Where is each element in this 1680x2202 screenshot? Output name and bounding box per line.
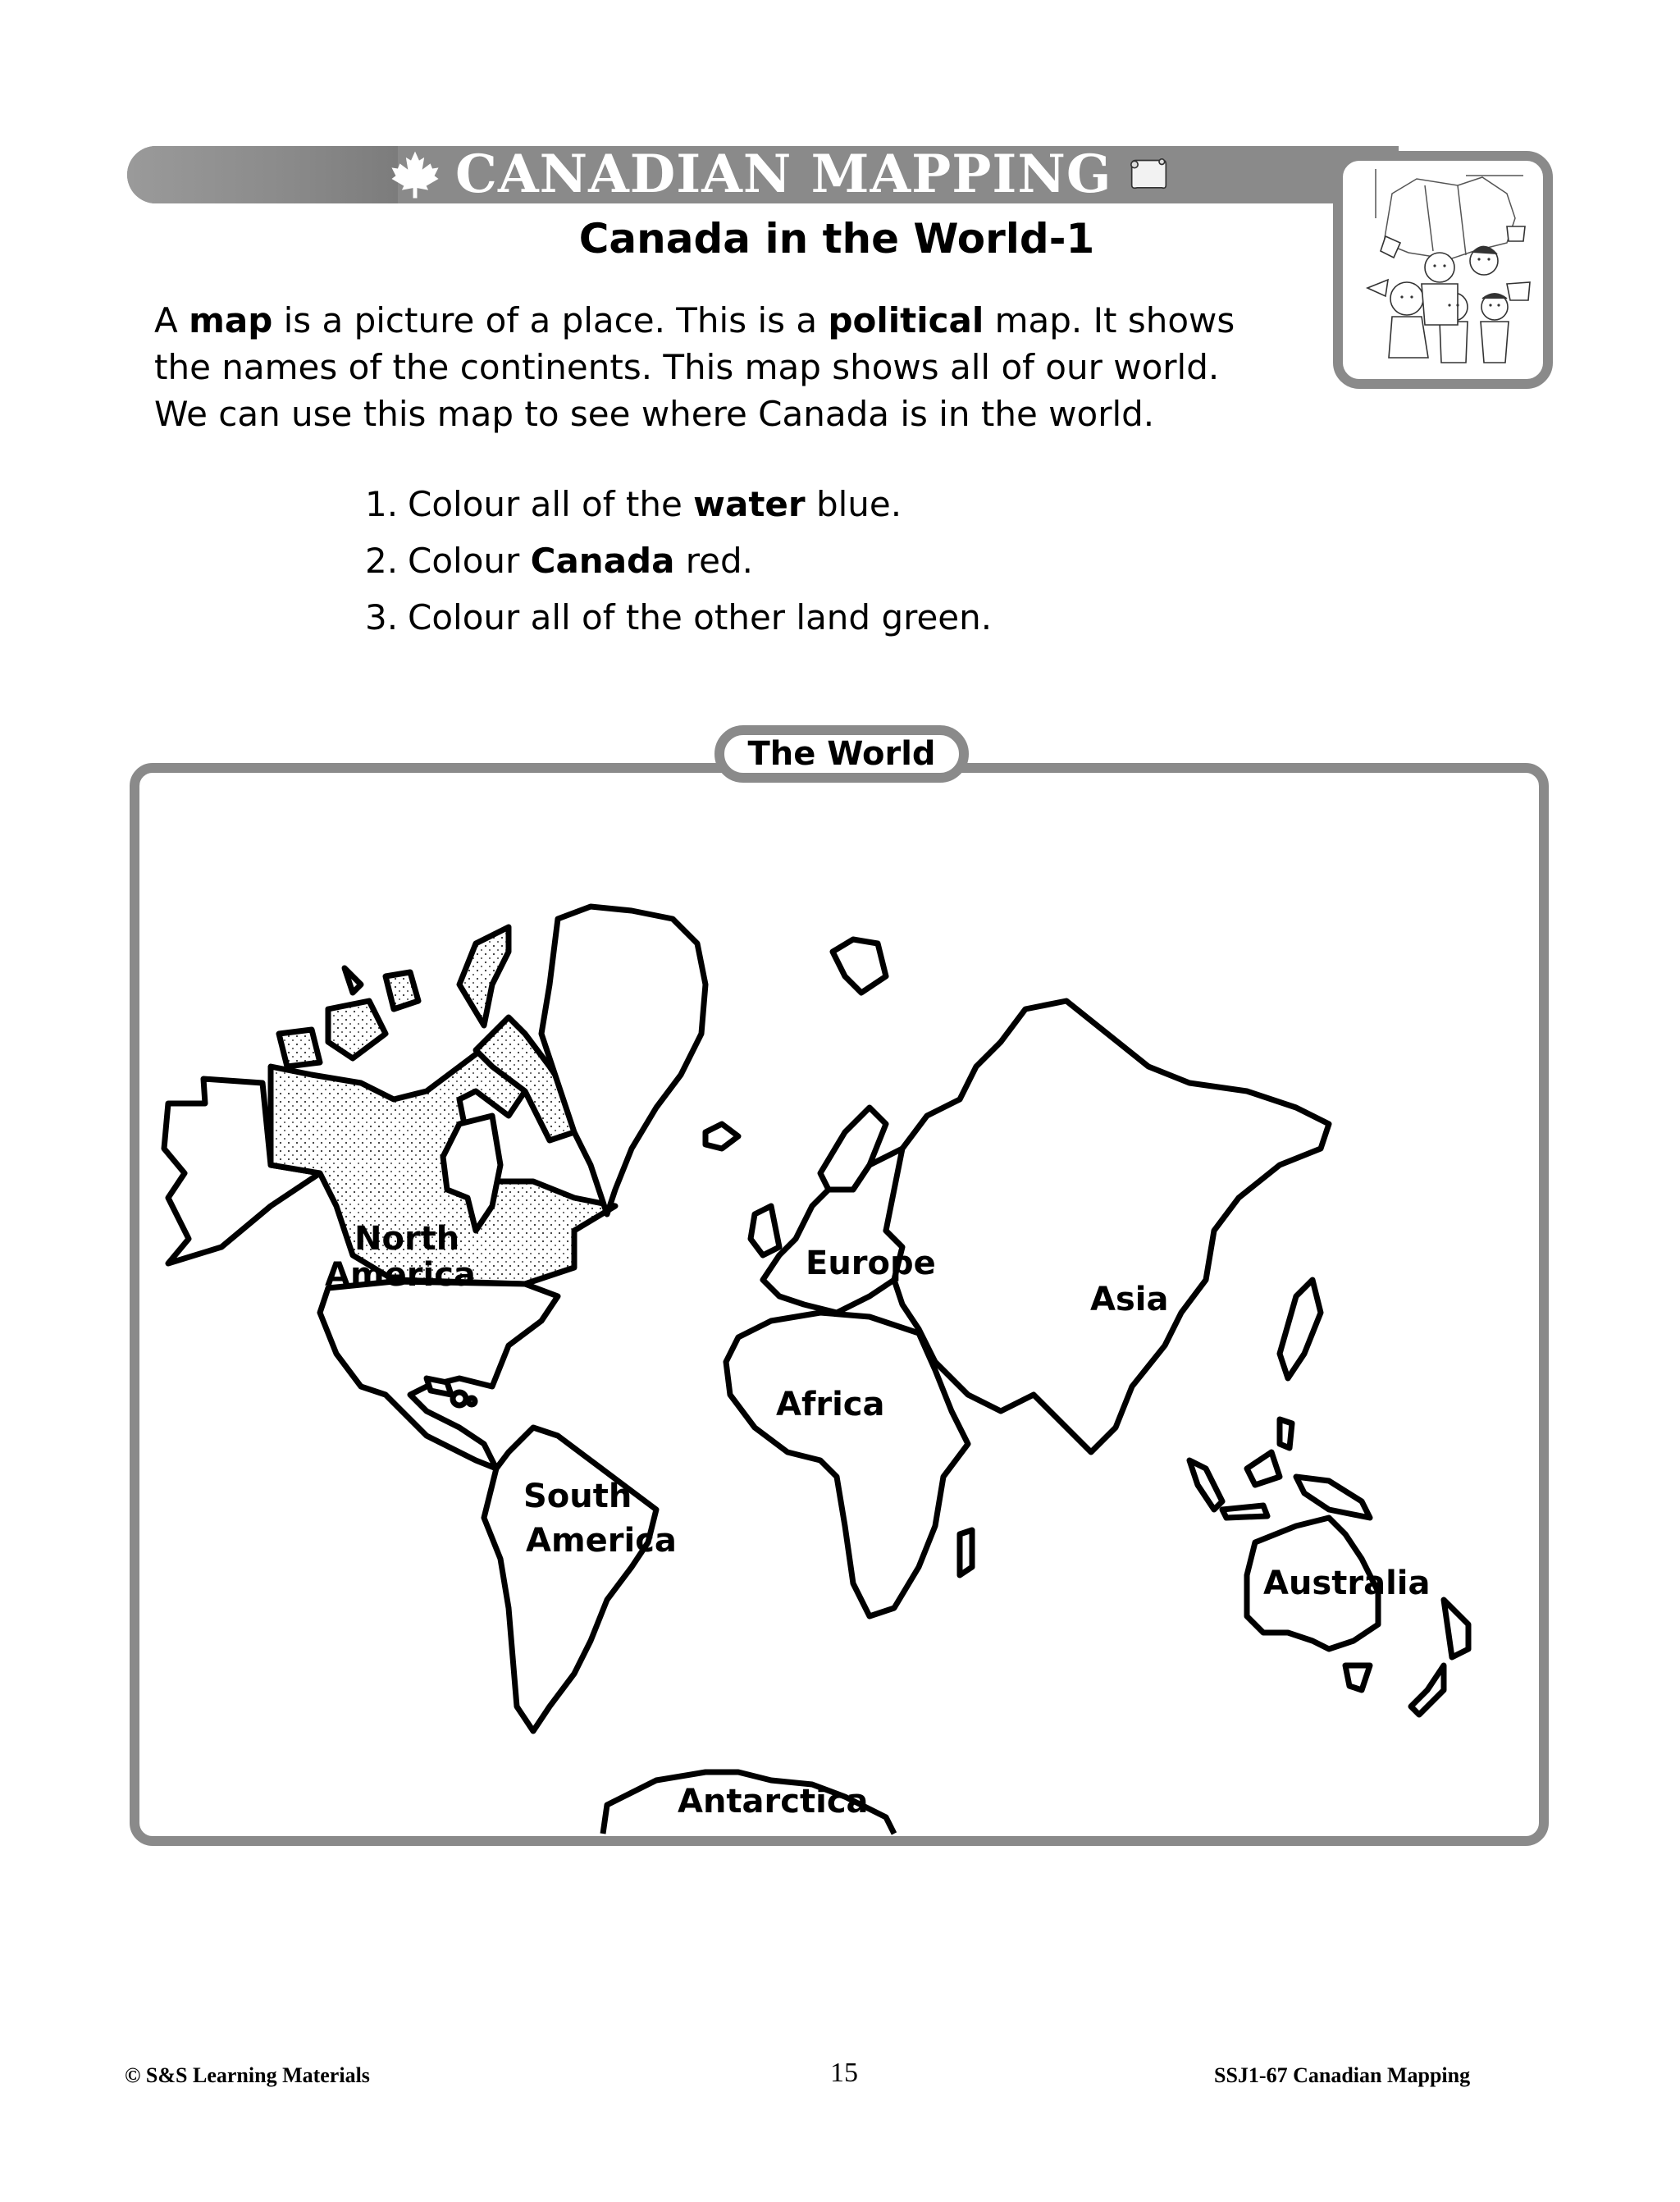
label-north-america-line1: North: [354, 1220, 460, 1258]
label-north-america-line2: America: [325, 1256, 476, 1294]
banner-title: CANADIAN MAPPING: [455, 144, 1112, 205]
africa-shape: [726, 1313, 968, 1616]
new-zealand-north: [1444, 1600, 1468, 1657]
instruction-step: 2. Colour Canada red.: [365, 541, 753, 581]
label-antarctica: Antarctica: [678, 1783, 869, 1821]
intro-line-2: the names of the continents. This map shows all of our world.: [154, 347, 1220, 387]
intro-line-1: A map is a picture of a place. This is a political map. It shows: [154, 300, 1235, 340]
instruction-step: 3. Colour all of the other land green.: [365, 597, 993, 637]
tasmania-shape: [1345, 1665, 1370, 1690]
java-shape: [1222, 1505, 1267, 1518]
iceland-shape: [705, 1124, 738, 1149]
greenland-shape: [541, 907, 705, 1214]
svalbard-shape: [833, 939, 886, 993]
label-south-america-line2: America: [526, 1522, 677, 1560]
ellesmere-island: [459, 927, 509, 1026]
british-isles: [751, 1206, 779, 1255]
borneo-shape: [1247, 1452, 1280, 1485]
footer-series: SSJ1-67 Canadian Mapping: [1214, 2063, 1471, 2087]
label-south-america-line1: South: [523, 1478, 632, 1515]
footer-page-number: 15: [830, 2058, 858, 2088]
label-africa: Africa: [776, 1386, 885, 1423]
label-europe: Europe: [806, 1245, 936, 1282]
label-asia: Asia: [1090, 1281, 1169, 1318]
caribbean-island: [427, 1378, 451, 1395]
japan-shape: [1280, 1280, 1321, 1378]
caribbean-island: [453, 1392, 466, 1405]
new-guinea-shape: [1296, 1477, 1370, 1518]
footer-copyright: © S&S Learning Materials: [125, 2063, 370, 2087]
intro-line-3: We can use this map to see where Canada is in the world.: [154, 394, 1155, 434]
map-panel-title: The World: [714, 725, 969, 783]
asia-shape: [886, 1001, 1329, 1452]
sumatra-shape: [1189, 1460, 1222, 1510]
caribbean-island: [468, 1398, 475, 1405]
label-australia: Australia: [1263, 1565, 1431, 1602]
philippines-shape: [1280, 1419, 1292, 1448]
south-america-shape: [484, 1428, 656, 1731]
arctic-island: [386, 972, 418, 1009]
arctic-island: [279, 1030, 320, 1067]
arctic-island: [328, 1001, 386, 1058]
page-title: Canada in the World-1: [578, 215, 1095, 263]
instruction-step: 1. Colour all of the water blue.: [365, 484, 902, 524]
madagascar-shape: [960, 1530, 972, 1575]
arctic-island: [345, 968, 361, 993]
new-zealand-south: [1411, 1665, 1444, 1715]
